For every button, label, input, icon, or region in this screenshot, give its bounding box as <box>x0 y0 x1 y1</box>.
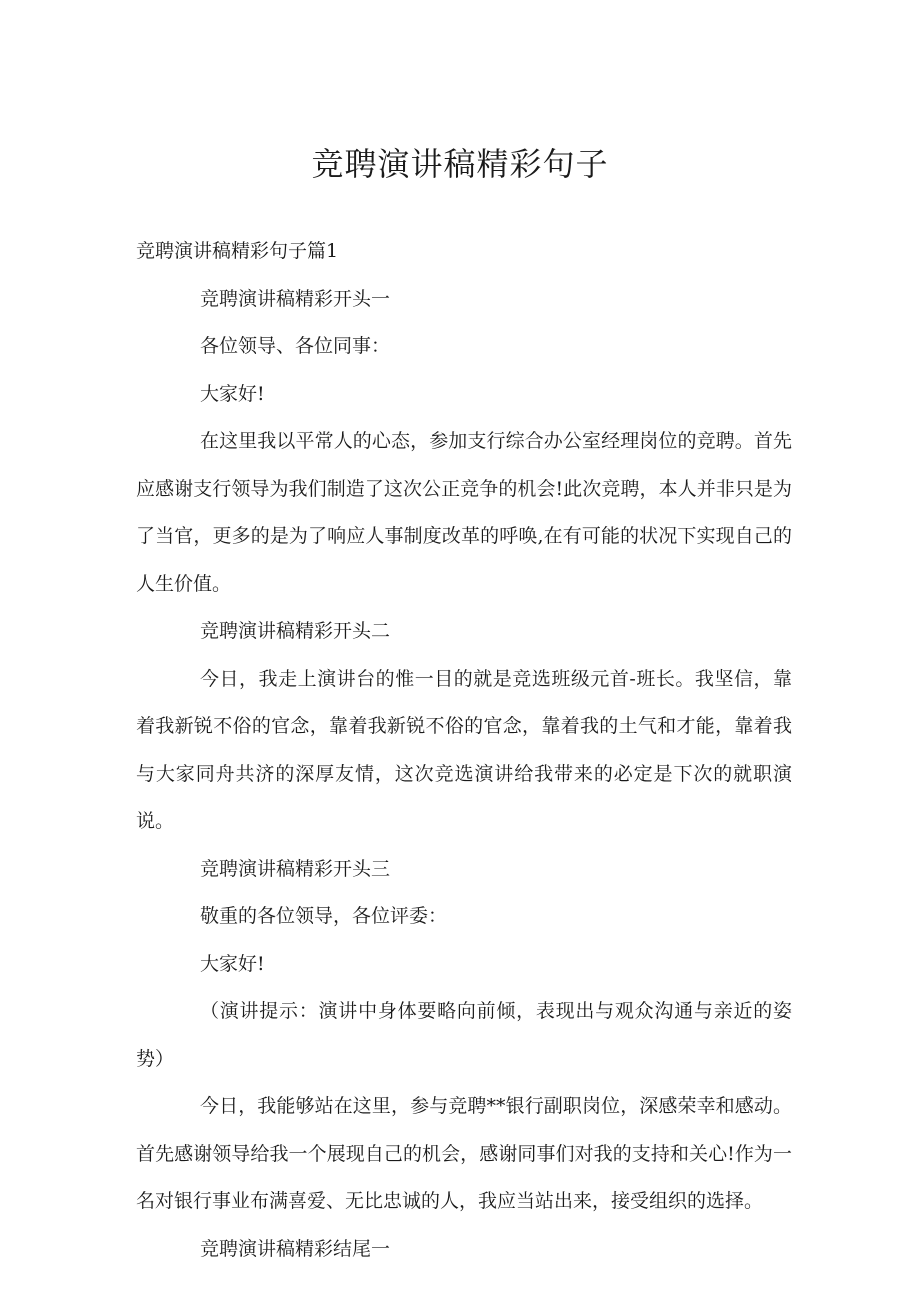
document-body <box>136 228 792 1273</box>
salutation: 敬重的各位领导，各位评委： <box>200 905 448 927</box>
greeting: 大家好! <box>200 382 265 405</box>
document-title: 竞聘演讲稿精彩句子 <box>311 145 609 183</box>
subheading-opening-2: 竞聘演讲稿精彩开头二 <box>200 620 391 642</box>
subheading-closing-1: 竞聘演讲稿精彩结尾一 <box>200 1237 391 1260</box>
greeting: 大家好! <box>200 952 265 975</box>
salutation: 各位领导、各位同事： <box>200 335 391 357</box>
subheading-opening-3: 竞聘演讲稿精彩开头三 <box>200 857 391 880</box>
subheading-opening-1: 竞聘演讲稿精彩开头一 <box>200 287 391 310</box>
body-paragraph: 今日，我走上演讲台的惟一目的就是竞选班级元首-班长。我坚信，靠着我新锐不俗的官念，靠着我新锐不俗的官念，靠着我的土气和才能，靠着我与大家同舟共济的深厚友情，这次竞选演讲给我带来的必定是下次的就职演说。 <box>136 667 792 832</box>
body-paragraph: 今日，我能够站在这里，参与竞聘**银行副职岗位，深感荣幸和感动。首先感谢领导给我一个展现自己的机会，感谢同事们对我的支持和关心!作为一名对银行事业布满喜爱、无比忠诚的人，我应当站出来，接受组织的选择。 <box>136 1095 792 1212</box>
body-paragraph: 在这里我以平常人的心态，参加支行综合办公室经理岗位的竞聘。首先应感谢支行领导为我们制造了这次公正竞争的机会!此次竞聘，本人并非只是为了当官，更多的是为了响应人事制度改革的呼唤,在有可能的状况下实现自己的人生价值。 <box>136 430 792 595</box>
speech-tip: （演讲提示：演讲中身体要略向前倾，表现出与观众沟通与亲近的姿势） <box>136 1000 792 1070</box>
section-heading: 竞聘演讲稿精彩句子篇1 <box>136 240 339 262</box>
